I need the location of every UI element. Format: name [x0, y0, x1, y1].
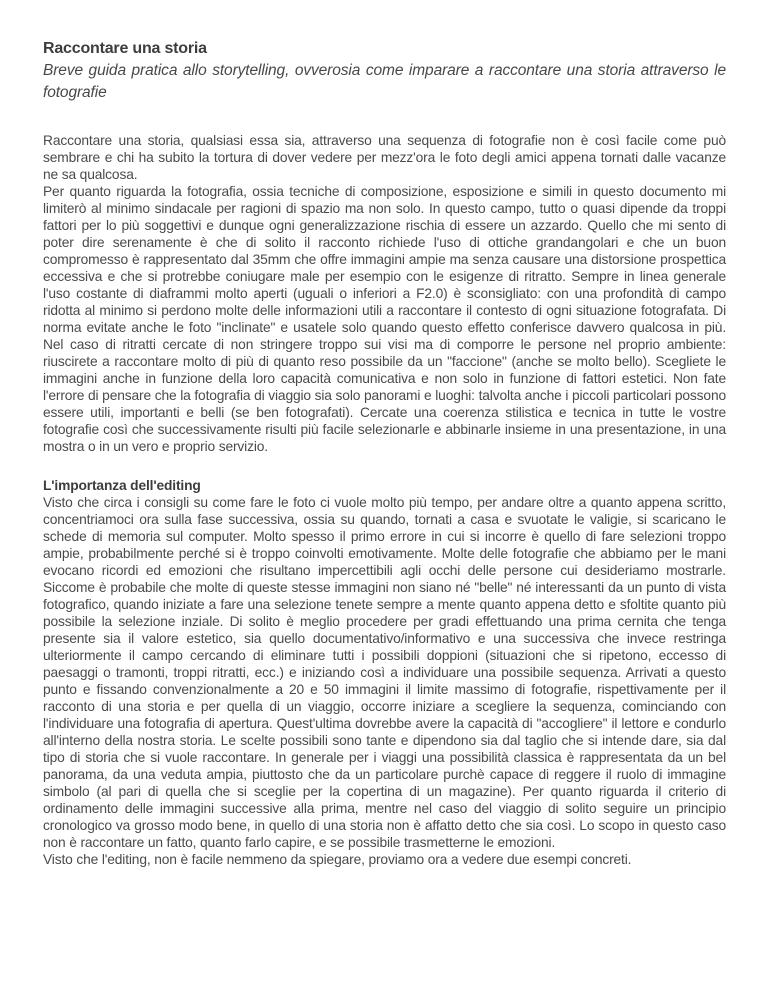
editing-section: [43, 477, 726, 868]
page-title: Raccontare una storia: [43, 40, 207, 57]
intro-section: [43, 132, 726, 455]
editing-paragraph-2: Visto che l'editing, non è facile nemmeno da spiegare, proviamo ora a vedere due esempi concreti.: [43, 852, 632, 867]
editing-paragraph-1: Visto che circa i consigli su come fare le foto ci vuole molto più tempo, per andare oltre a quanto appena scritto, concentriamoci ora sulla fase successiva, ossia su quando, tornati a casa e svuotate le valigie, si scaricano le schede di memoria sul computer. Molto spesso il primo errore in cui si incorre è quello di fare selezioni troppo ampie, probabilmente perché si è troppo coinvolti emotivamente. Molte delle fotografie che abbiamo per le mani evocano ricordi ed emozioni che risultano impercettibili agli occhi delle persone cui desideriamo mostrarle. Siccome è probabile che molte di queste stesse immagini non siano né "belle" né interessanti da un punto di vista fotografico, quando iniziate a fare una selezione tenete sempre a mente quanto appena detto e sfoltite quanto più possibile la selezione inziale. Di solito è meglio procedere per gradi effettuando una prima cernita che tenga presente sia il valore estetico, sia quello documentativo/informativo e una successiva che invece restringa ulteriormente il campo cercando di eliminare tutti i possibili doppioni (situazioni che si ripetono, eccesso di paesaggi o tramonti, troppi ritratti, ecc.) e iniziando così a individuare una possibile sequenza. Arrivati a questo punto e fissando convenzionalmente a 20 e 50 immagini il limite massimo di fotografie, rispettivamente per il racconto di una storia e per quella di un viaggio, occorre iniziare a scegliere la sequenza, cominciando con l'individuare una fotografia di apertura. Quest'ultima dovrebbe avere la capacità di "accogliere" il lettore e condurlo all'interno della nostra storia. Le scelte possibili sono tante e dipendono sia dal taglio che si intende dare, sia dal tipo di storia che si vuole raccontare. In generale per i viaggi una possibilità classica è rappresentata da un bel panorama, da una veduta ampia, piuttosto che da un particolare purchè capace di reggere il ruolo di immagine simbolo (al pari di quella che si sceglie per la copertina di un magazine). Per quanto riguarda il criterio di ordinamento delle immagini successive alla prima, mentre nel caso del viaggio di solito seguire un principio cronologico va grosso modo bene, in quello di una storia non è affatto detto che sia così. Lo scopo in questo caso non è raccontare un fatto, quanto farlo capire, e se possibile trasmetterne le emozioni.: [43, 495, 726, 850]
intro-paragraph-2: Per quanto riguarda la fotografia, ossia tecniche di composizione, esposizione e simili in questo documento mi limiterò al minimo sindacale per ragioni di spazio ma non solo. In questo campo, tutto o quasi dipende da troppi fattori per lo più soggettivi e dunque ogni generalizzazione rischia di essere un azzardo. Quello che mi sento di poter dire serenamente è che di solito il racconto richiede l'uso di ottiche grandangolari e che un buon compromesso è rappresentato dal 35mm che offre immagini ampie ma senza causare una distorsione prospettica eccessiva e che si protrebbe coniugare male per esempio con le esigenze di ritratto. Sempre in linea generale l'uso costante di diaframmi molto aperti (uguali o inferiori a F2.0) è sconsigliato: con una profondità di campo ridotta al minimo si perdono molte delle informazioni utili a raccontare il contesto di ogni situazione fotografata. Di norma evitate anche le foto "inclinate" e usatele solo quando questo effetto conferisce davvero qualcosa in più. Nel caso di ritratti cercate di non stringere troppo sui visi ma di comporre le persone nel proprio ambiente: riuscirete a raccontare molto di più di quanto reso possibile da un "faccione" (anche se molto bello). Scegliete le immagini anche in funzione della loro capacità comunicativa e non solo in funzione di fattori estetici. Non fate l'errore di pensare che la fotografia di viaggio sia solo panorami e luoghi: talvolta anche i piccoli particolari possono essere utili, importanti e belli (se ben fotografati). Cercate una coerenza stilistica e tecnica in tutte le vostre fotografie così che successivamente risulti più facile selezionarle e abbinarle insieme in una presentazione, in una mostra o in un vero e proprio servizio.: [43, 184, 726, 454]
page-subtitle: Breve guida pratica allo storytelling, ovverosia come imparare a raccontare una storia attraverso le fotografie: [43, 62, 726, 101]
editing-section-heading: L'importanza dell'editing: [43, 478, 201, 493]
intro-paragraph-1: Raccontare una storia, qualsiasi essa sia, attraverso una sequenza di fotografie non è così facile come può sembrare e chi ha subito la tortura di dover vedere per mezz'ora le foto degli amici appena tornati dalle vacanze ne sa qualcosa.: [43, 133, 726, 182]
